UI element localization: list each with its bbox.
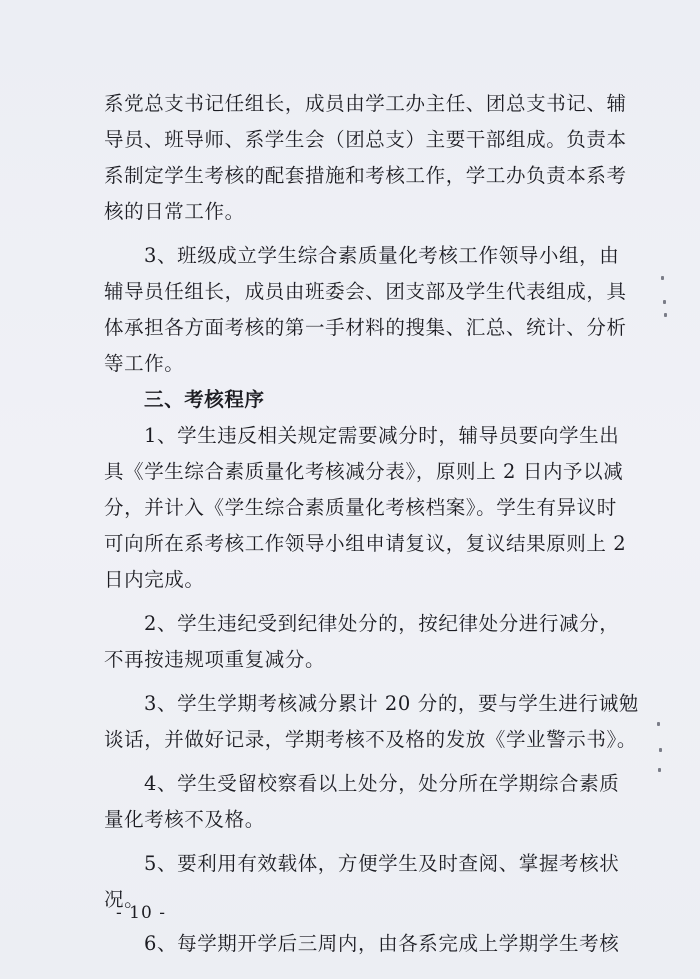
text-line: 等工作。	[104, 352, 185, 375]
scan-speck	[659, 748, 662, 752]
text-line: 系制定学生考核的配套措施和考核工作，学工办负责本系考	[104, 164, 627, 187]
scan-speck	[661, 276, 664, 280]
text-line: 1、学生违反相关规定需要减分时，辅导员要向学生出	[144, 424, 620, 447]
paragraph-gap	[104, 598, 604, 606]
text-line: 导员、班导师、系学生会（团总支）主要干部组成。负责本	[104, 128, 627, 151]
text-line: 可向所在系考核工作领导小组申请复议，复议结果原则上 2	[104, 532, 627, 555]
paragraph-gap	[104, 230, 604, 238]
paragraph-gap	[104, 678, 604, 686]
text-line: 体承担各方面考核的第一手材料的搜集、汇总、统计、分析	[104, 316, 627, 339]
text-line: 况。	[104, 888, 145, 911]
text-line: 量化考核不及格。	[104, 808, 265, 831]
page-number: - 10 -	[116, 903, 166, 923]
document-body	[104, 86, 639, 962]
section-heading: 三、考核程序	[144, 388, 265, 411]
text-line: 4、学生受留校察看以上处分，处分所在学期综合素质	[144, 772, 620, 795]
scan-speck	[658, 768, 661, 772]
paragraph-gap	[104, 838, 604, 846]
scan-speck	[657, 722, 660, 726]
text-line: 5、要利用有效载体，方便学生及时查阅、掌握考核状	[144, 852, 620, 875]
scan-speck	[664, 313, 667, 317]
text-line: 核的日常工作。	[104, 200, 245, 223]
text-line: 分，并计入《学生综合素质量化考核档案》。学生有异议时	[104, 496, 617, 519]
text-line: 谈话，并做好记录，学期考核不及格的发放《学业警示书》。	[104, 728, 637, 751]
text-line: 不再按违规项重复减分。	[104, 648, 326, 671]
text-line: 6、每学期开学后三周内，由各系完成上学期学生考核	[144, 932, 620, 955]
text-line: 3、班级成立学生综合素质量化考核工作领导小组，由	[144, 244, 620, 267]
paragraph-gap	[104, 758, 604, 766]
text-line: 日内完成。	[104, 568, 205, 591]
text-line: 系党总支书记任组长，成员由学工办主任、团总支书记、辅	[104, 92, 627, 115]
text-line: 辅导员任组长，成员由班委会、团支部及学生代表组成，具	[104, 280, 627, 303]
text-line: 3、学生学期考核减分累计 20 分的，要与学生进行诫勉	[144, 692, 639, 715]
text-line: 2、学生违纪受到纪律处分的，按纪律处分进行减分，	[144, 612, 620, 635]
scan-speck	[663, 300, 666, 304]
text-line: 具《学生综合素质量化考核减分表》，原则上 2 日内予以减	[104, 460, 624, 483]
